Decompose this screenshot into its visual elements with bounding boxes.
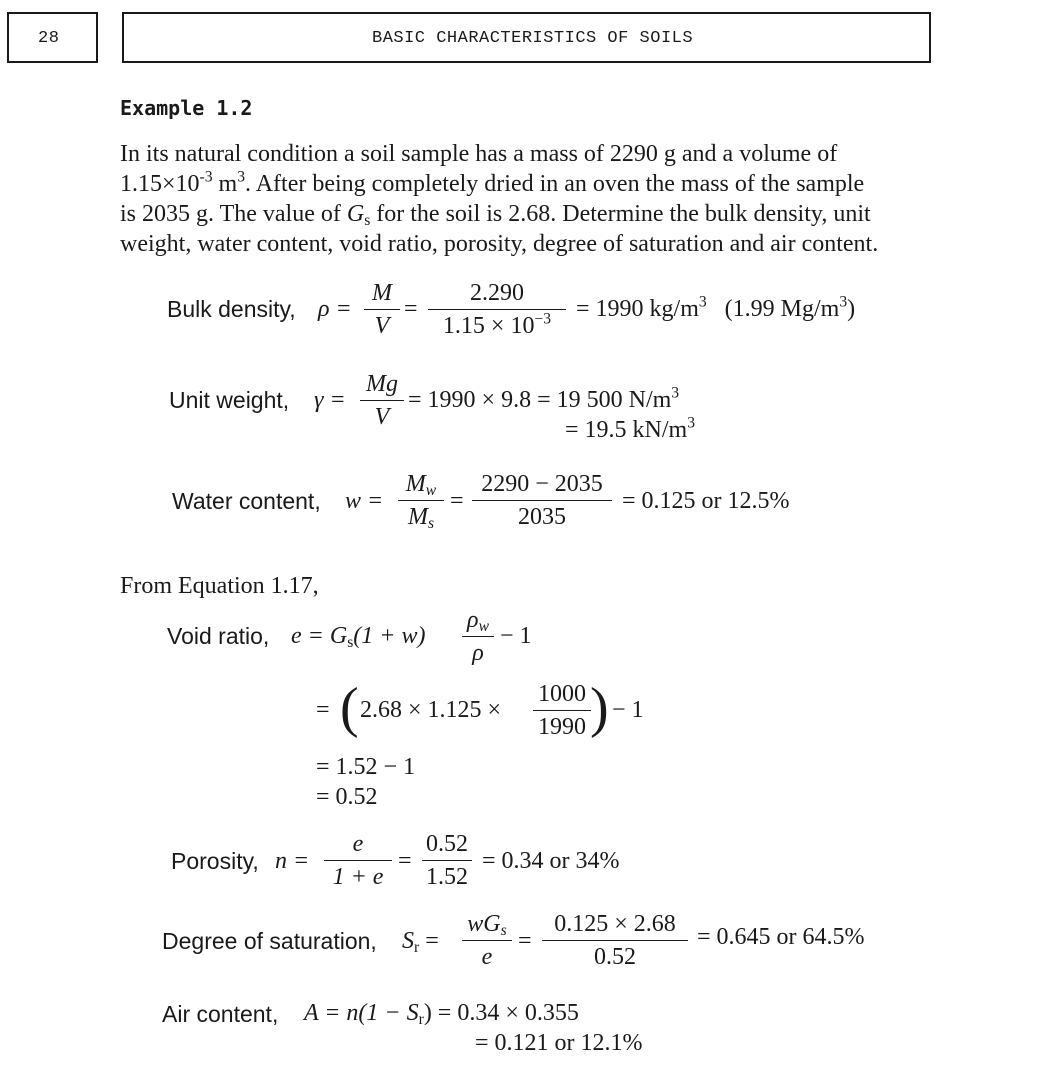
problem-line-2: $1.15\times 10^{-3}$ $m^3$. After being completely dried in an oven the mass of the sample: [120, 168, 865, 197]
problem-line-3: is 2035 g. The value of $G_s$ for the soil is 2.68. Determine the bulk density, unit: [120, 201, 871, 229]
void-ratio-ratio-fraction: 1000 1990: [533, 680, 591, 741]
void-ratio-label: Void ratio,: [167, 623, 270, 649]
from-equation-text: From Equation 1.17,: [120, 573, 319, 599]
unit-weight-fraction: Mg V: [360, 370, 404, 431]
saturation-fraction-1: $wG_s$ e: [462, 910, 512, 971]
bulk-density-symbol: ρ =: [318, 296, 352, 322]
void-ratio-line-2-eq: =: [316, 697, 330, 723]
unit-weight-symbol: γ =: [314, 387, 346, 413]
porosity-symbol: n =: [275, 848, 310, 874]
saturation-symbol: $S_r$ =: [402, 928, 439, 956]
air-content-line-1: $A = n(1 - S_r) = 0.34 \times 0.355$: [304, 1000, 579, 1028]
void-ratio-density-fraction: $\rho_w$ ρ: [462, 606, 494, 667]
porosity-fraction-1: e 1 + e: [324, 830, 392, 891]
water-content-result: = 0.125 or 12.5%: [622, 488, 790, 514]
void-ratio-line-4: = 0.52: [316, 784, 378, 810]
void-ratio-line-1-tail: − 1: [500, 623, 532, 649]
void-ratio-line-3: = 1.52 − 1: [316, 754, 416, 780]
bulk-density-label: Bulk density,: [167, 296, 296, 322]
water-content-symbol: w =: [345, 488, 384, 514]
saturation-label: Degree of saturation,: [162, 928, 377, 954]
bulk-density-eq: =: [404, 296, 418, 322]
page-number: 28: [38, 29, 60, 48]
water-content-fraction-1: $M_w$ $M_s$: [398, 470, 444, 531]
volume-value: 1.15×10: [120, 171, 200, 197]
void-ratio-line-1: $e = G_s(1 + w)$: [291, 623, 426, 651]
bulk-density-fraction-1: M V: [364, 279, 400, 340]
saturation-fraction-2: 0.125 × 2.68 0.52: [542, 910, 688, 971]
saturation-result: = 0.645 or 64.5%: [697, 924, 865, 950]
unit-weight-line-1: = 1990 × 9.8 = 19 500 $N/m^3$: [408, 384, 680, 413]
porosity-eq: =: [398, 848, 412, 874]
water-content-label: Water content,: [172, 488, 321, 514]
bulk-density-fraction-2: 2.290 $1.15 \times 10^{-3}$: [428, 279, 566, 340]
unit-weight-label: Unit weight,: [169, 387, 290, 413]
problem-line-2-text: After being completely dried in an oven the mass of the sample: [255, 171, 865, 197]
saturation-eq: =: [518, 928, 532, 954]
bulk-density-result: = 1990 $kg/m^3$ (1.99 $Mg/m^3$): [576, 293, 856, 322]
water-content-fraction-2: 2290 − 2035 2035: [472, 470, 612, 531]
porosity-label: Porosity,: [171, 848, 259, 874]
water-content-eq: =: [450, 488, 464, 514]
problem-line-1: In its natural condition a soil sample has a mass of 2290 g and a volume of: [120, 141, 838, 167]
example-title: Example 1.2: [120, 96, 253, 120]
air-content-line-2: = 0.121 or 12.1%: [475, 1030, 643, 1056]
right-paren: ): [590, 677, 609, 739]
porosity-result: = 0.34 or 34%: [482, 848, 620, 874]
void-ratio-line-2-tail: − 1: [612, 697, 644, 723]
running-title: BASIC CHARACTERISTICS OF SOILS: [372, 29, 694, 48]
void-ratio-line-2-inner: 2.68 × 1.125 ×: [360, 697, 502, 723]
gs-symbol: G: [346, 201, 365, 227]
volume-unit: m: [218, 171, 238, 197]
unit-weight-line-2: = 19.5 $kN/m^3$: [565, 414, 695, 443]
porosity-fraction-2: 0.52 1.52: [422, 830, 472, 891]
problem-line-4: weight, water content, void ratio, porosity, degree of saturation and air content.: [120, 231, 879, 257]
air-content-label: Air content,: [162, 1001, 279, 1027]
left-paren: (: [340, 677, 359, 739]
